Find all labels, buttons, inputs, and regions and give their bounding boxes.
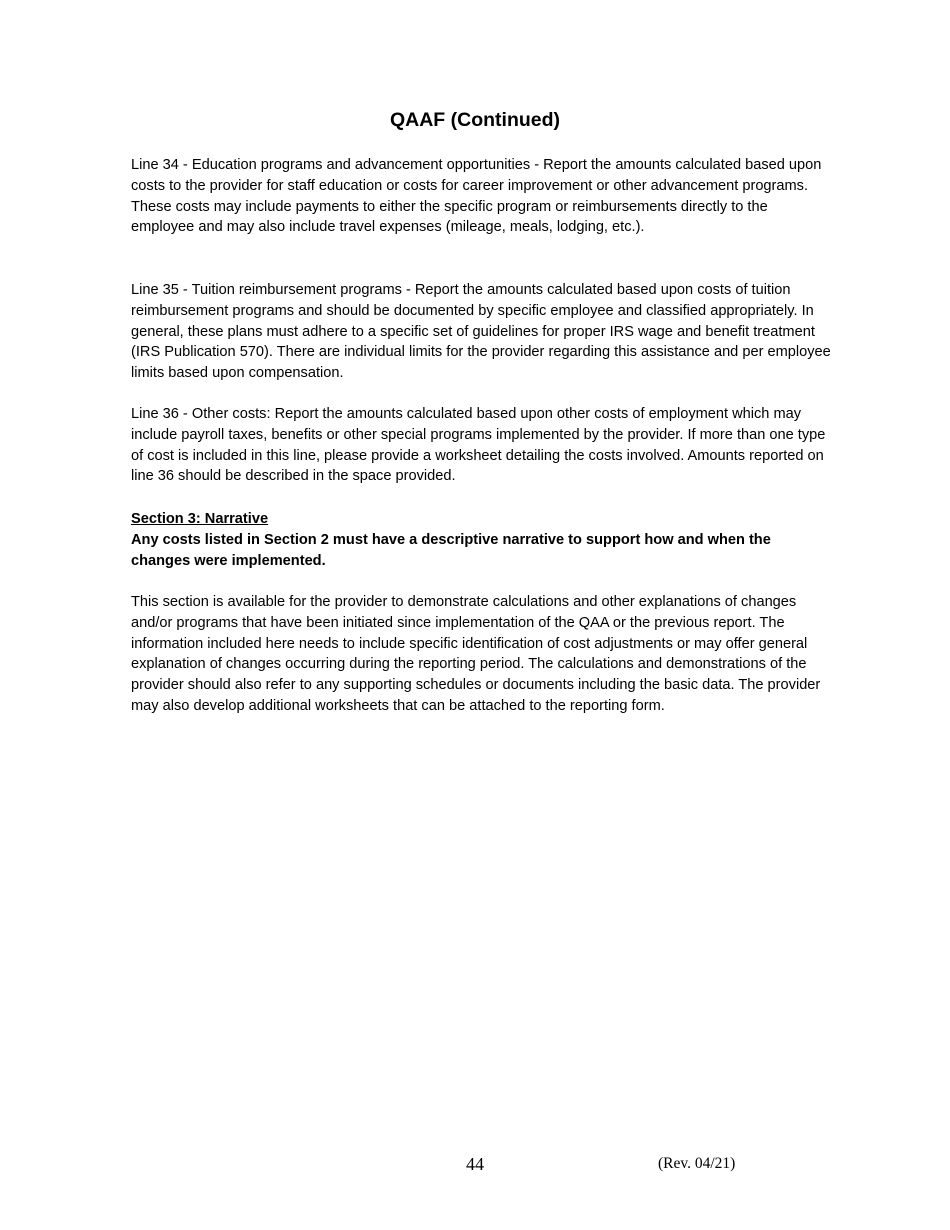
section-3-bold-note: Any costs listed in Section 2 must have a descriptive narrative to support how and when the changes were implemented. <box>131 532 771 569</box>
section-3-body-paragraph: This section is available for the provider to demonstrate calculations and other explanations of changes and/or programs that have been initiated since implementation of the QAA or the previous report. The information included here needs to include specific identification of cost adjustments or may offer general explanation of changes occurring during the reporting period. The calculations and demonstrations of the provider should also refer to any supporting schedules or documents including the basic data. The provider may also develop additional worksheets that can be attached to the reporting form. <box>131 594 821 714</box>
section-3-heading: Section 3: Narrative <box>131 511 269 527</box>
page-title: QAAF (Continued) <box>389 109 561 131</box>
page-number: 44 <box>466 1154 484 1174</box>
paragraph-line-34: Line 34 - Education programs and advancement opportunities - Report the amounts calculated based upon costs to the provider for staff education or costs for career improvement or other advancement programs. These costs may include payments to either the specific program or reimbursements directly to the employee and may also include travel expenses (mileage, meals, lodging, etc.). <box>131 157 822 236</box>
revision-label: (Rev. 04/21) <box>658 1155 736 1172</box>
paragraph-line-36: Line 36 - Other costs: Report the amounts calculated based upon other costs of employment which may include payroll taxes, benefits or other special programs implemented by the provider. If more than one type of cost is included in this line, please provide a worksheet detailing the costs involved. Amounts reported on line 36 should be described in the space provided. <box>131 406 826 485</box>
paragraph-line-35: Line 35 - Tuition reimbursement programs - Report the amounts calculated based upon costs of tuition reimbursement programs and should be documented by specific employee and classified appropriately. In general, these plans must adhere to a specific set of guidelines for proper IRS wage and benefit treatment (IRS Publication 570). There are individual limits for the provider regarding this assistance and per employee limits based upon compensation. <box>131 282 831 382</box>
